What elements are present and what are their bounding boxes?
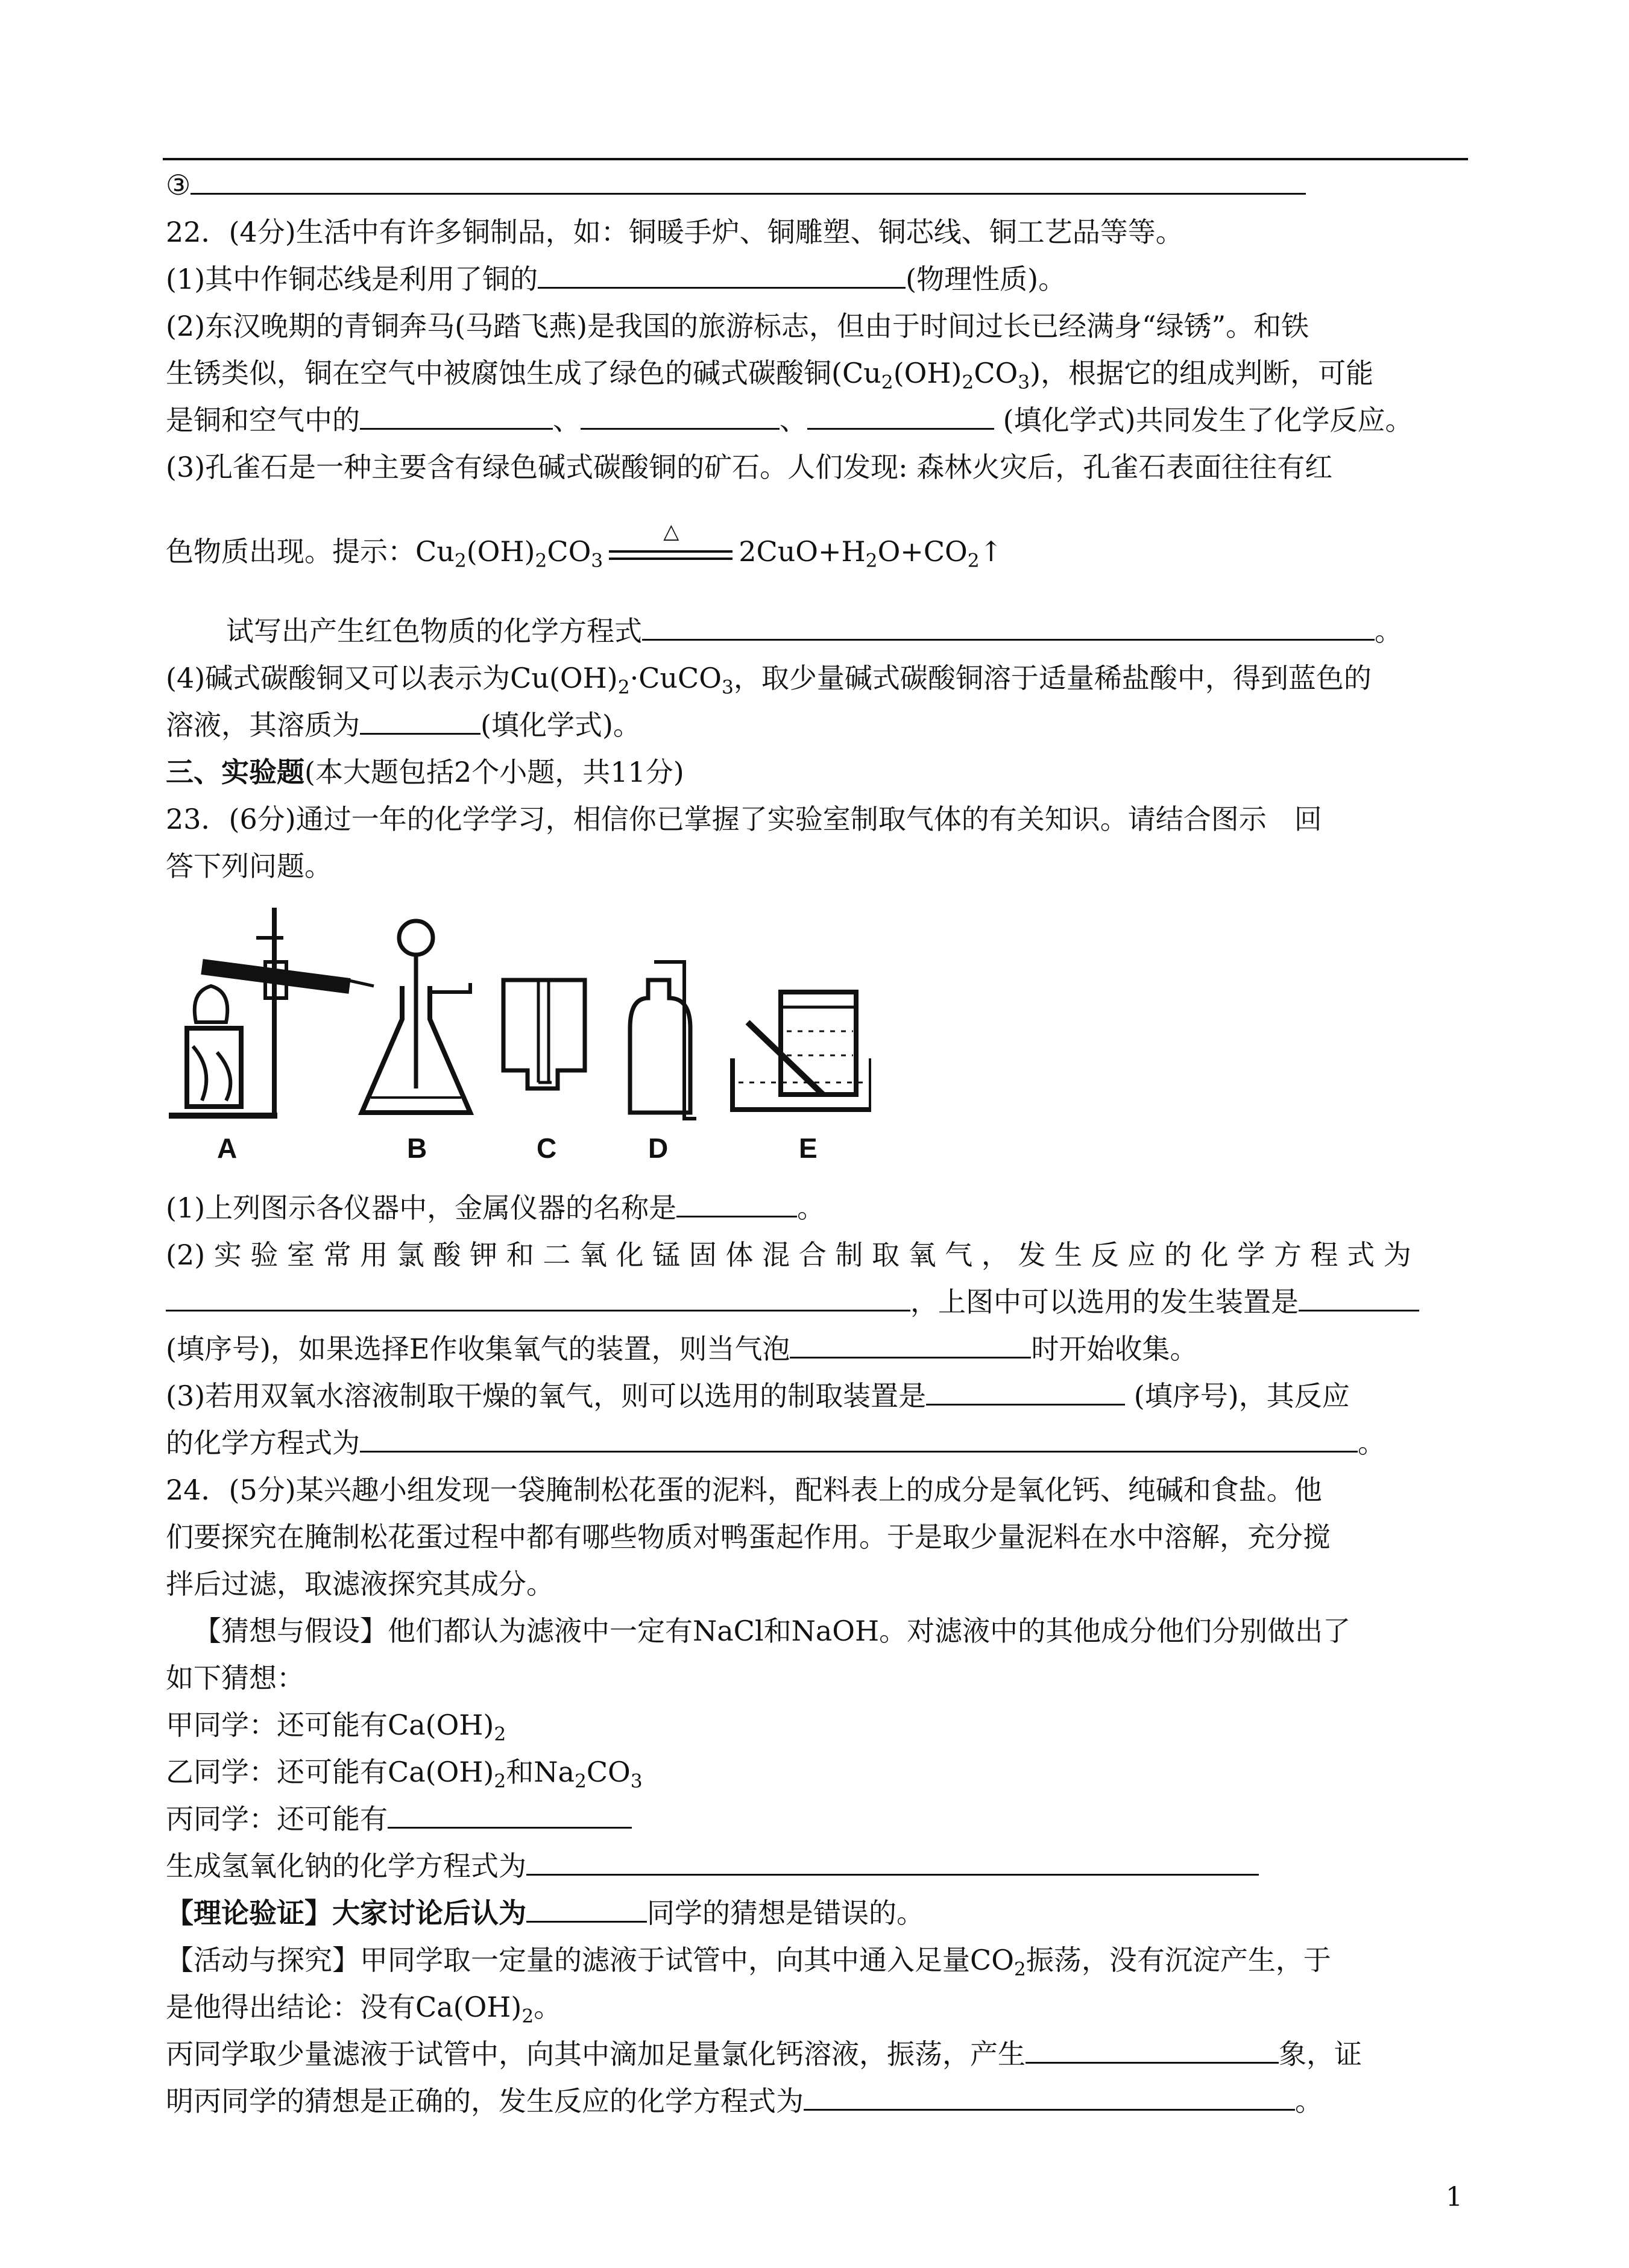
heating-condition-equals [609, 520, 733, 567]
q22-part3-line2: 色物质出现。提示：$Cu_2(OH)_2CO_3$ △ $2CuO+H_2O+CO_2↑$ [166, 512, 1471, 591]
q23-part2-line3: (填序号)，如果选择E作收集氧气的装置，则当气泡 时开始收集。 [166, 1325, 1471, 1372]
answer-blank[interactable] [1026, 2033, 1279, 2064]
answer-blank[interactable] [388, 1798, 632, 1829]
answer-blank[interactable] [191, 164, 1306, 195]
q24-theory: 【理论验证】大家讨论后认为 同学的猜想是错误的。 [166, 1889, 1471, 1937]
answer-blank[interactable] [790, 1328, 1031, 1359]
lab-apparatus-figure [166, 902, 1471, 1181]
apparatus-label-e: E [799, 1132, 818, 1164]
q22-title: 22．(4分)生活中有许多铜制品，如：铜暖手炉、铜雕塑、铜芯线、铜工艺品等等。 [166, 216, 1183, 248]
q22-part2-line1: (2)东汉晚期的青铜奔马(马踏飞燕)是我国的旅游标志，但由于时间过长已经满身“绿锈”。和铁 [166, 310, 1309, 342]
answer-blank[interactable] [526, 1892, 647, 1923]
q24-guess-line1: 【猜想与假设】他们都认为滤液中一定有NaCl和NaOH。对滤液中的其他成分他们分别做出了 [194, 1615, 1351, 1647]
answer-blank[interactable] [166, 1281, 910, 1311]
apparatus-b-flask-icon [362, 921, 470, 1113]
q24-student-jia: 甲同学：还可能有$Ca(OH)_2$ [166, 1709, 506, 1745]
q23-part1: (1)上列图示各仪器中，金属仪器的名称是 。 [166, 1184, 1471, 1231]
q24-title-line2: 们要探究在腌制松花蛋过程中都有哪些物质对鸭蛋起作用。于是取少量泥料在水中溶解，充分搅 [166, 1521, 1331, 1553]
answer-blank[interactable] [807, 399, 994, 430]
page-number: 1 [1446, 2182, 1463, 2213]
answer-blank[interactable] [926, 1375, 1125, 1406]
q21-tail-line [166, 162, 1471, 209]
q22-part1: (1)其中作铜芯线是利用了铜的 (物理性质)。 [166, 256, 1471, 303]
q22-part4-line2: 溶液，其溶质为 (填化学式)。 [166, 702, 1471, 749]
answer-blank[interactable] [538, 258, 906, 289]
q24-activity-line2: 是他得出结论：没有$Ca(OH)_2$。 [166, 1991, 562, 2028]
answer-blank[interactable] [676, 1187, 797, 1217]
heat-triangle-icon: △ [663, 520, 679, 544]
apparatus-a-tube-heating-icon [169, 908, 374, 1116]
q23-part2-line1: (2) 实 验 室 常 用 氯 酸 钾 和 二 氧 化 锰 固 体 混 合 制 取 氧 气 ， 发 生 反 应 的 化 学 方 程 式 为 [166, 1239, 1411, 1271]
apparatus-label-c: C [537, 1132, 557, 1164]
q24-bing-line2: 明丙同学的猜想是正确的，发生反应的化学方程式为 。 [166, 2078, 1471, 2125]
formula-basic-copper-carbonate: $Cu_2(OH)_2CO_3$ [415, 535, 603, 572]
answer-blank[interactable] [581, 399, 780, 430]
answer-blank[interactable] [804, 2080, 1295, 2111]
circled-three-marker: ③ [166, 169, 191, 201]
apparatus-label-b: B [407, 1132, 427, 1164]
formula-basic-copper-carbonate: $Cu_2(OH)_2CO_3$ [842, 357, 1030, 394]
q22-part3-line3: 试写出产生红色物质的化学方程式 。 [166, 608, 1471, 655]
q24-title-line1: 24．(5分)某兴趣小组发现一袋腌制松花蛋的泥料，配料表上的成分是氧化钙、纯碱和食盐。他 [166, 1474, 1322, 1506]
q22-part4-line1: (4)碱式碳酸铜又可以表示为$Cu(OH)_2\cdot CuCO_3$，取少量碱式碳酸铜溶于适量稀盐酸中，得到蓝色的 [166, 662, 1372, 699]
q24-activity-line1: 【活动与探究】甲同学取一定量的滤液于试管中，向其中通入足量$CO_2$振荡，没有沉淀产生，于 [166, 1944, 1331, 1981]
apparatus-d-bottle-icon [630, 962, 696, 1119]
q23-part2-line2: ，上图中可以选用的发生装置是 [166, 1278, 1471, 1325]
q22-part3-line1: (3)孔雀石是一种主要含有绿色碱式碳酸铜的矿石。人们发现: 森林火灾后，孔雀石表面往往有红 [166, 451, 1333, 483]
q23-title-line1: 23．(6分)通过一年的化学学习，相信你已掌握了实验室制取气体的有关知识。请结合图示 回 [166, 803, 1322, 835]
q24-title-line3: 拌后过滤，取滤液探究其成分。 [166, 1568, 554, 1600]
answer-blank[interactable] [360, 1422, 1358, 1453]
q22-part2-line2: 生锈类似，铜在空气中被腐蚀生成了绿色的碱式碳酸铜$(Cu_2(OH)_2CO_3)$，根据它的组成判断，可能 [166, 357, 1374, 394]
answer-blank[interactable] [642, 610, 1375, 641]
apparatus-label-a: A [217, 1132, 238, 1164]
q24-student-bing: 丙同学：还可能有 [166, 1795, 1471, 1842]
reaction-products: $2CuO+H_2O+CO_2↑$ [739, 535, 1003, 572]
apparatus-diagram [166, 902, 871, 1167]
answer-blank[interactable] [526, 1845, 1259, 1876]
q24-guess-line2: 如下猜想： [166, 1662, 304, 1694]
q24-student-yi: 乙同学：还可能有$Ca(OH)_2$和$Na_2CO_3$ [166, 1756, 643, 1792]
apparatus-label-d: D [648, 1132, 669, 1164]
q24-bing-line1: 丙同学取少量滤液于试管中，向其中滴加足量氯化钙溶液，振荡，产生 象，证 [166, 2031, 1471, 2078]
apparatus-c-bottle-icon [503, 980, 585, 1088]
answer-blank[interactable] [1299, 1281, 1419, 1311]
answer-blank[interactable] [360, 704, 481, 735]
page-content [166, 162, 1471, 2125]
q23-part3-line2: 的化学方程式为 。 [166, 1419, 1471, 1466]
q23-part3-line1: (3)若用双氧水溶液制取干燥的氧气，则可以选用的制取装置是 (填序号)，其反应 [166, 1372, 1471, 1419]
q24-naoh-equation: 生成氢氧化钠的化学方程式为 [166, 1842, 1471, 1889]
answer-blank[interactable] [360, 399, 553, 430]
header-rule [163, 158, 1468, 160]
q23-title-line2: 答下列问题。 [166, 850, 332, 882]
section3-heading: 三、实验题(本大题包括2个小题，共11分) [166, 756, 684, 788]
apparatus-e-trough-icon [733, 992, 871, 1110]
q22-part2-line3: 是铜和空气中的 、 、 (填化学式)共同发生了化学反应。 [166, 397, 1471, 444]
